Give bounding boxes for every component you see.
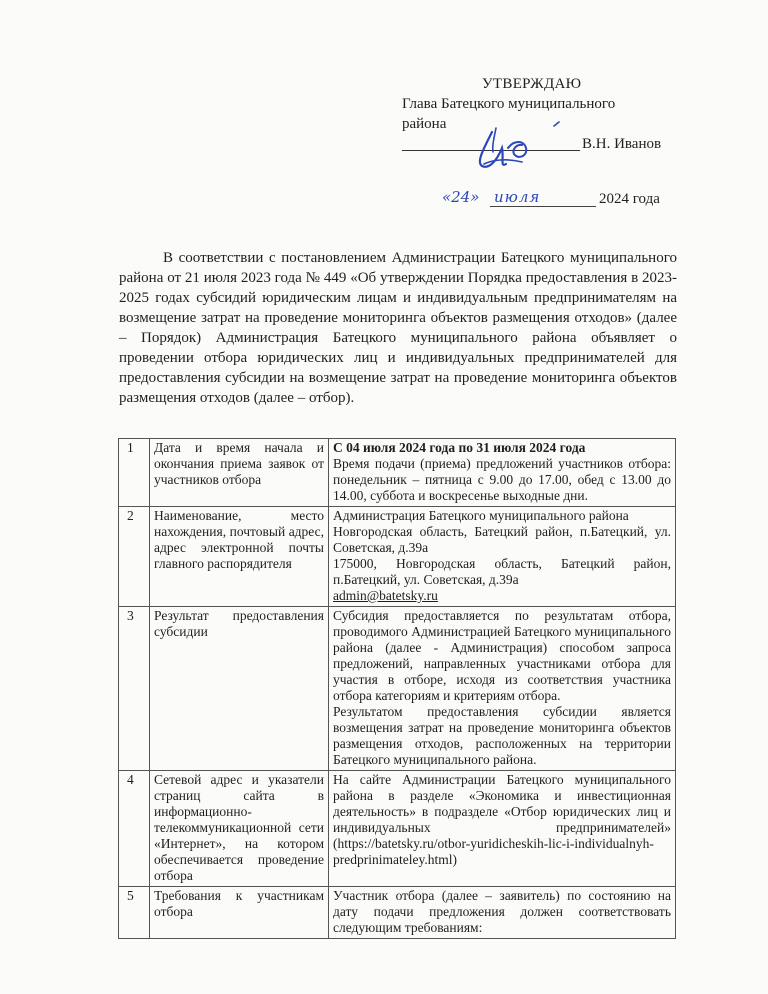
row-name: Результат предоставления субсидии: [150, 607, 329, 771]
row-number: 5: [119, 887, 150, 939]
organization-postal-address: 175000, Новгородская область, Батецкий район, п.Батецкий, ул. Советская, д.39а: [333, 556, 671, 587]
row-number: 1: [119, 439, 150, 507]
row-number: 3: [119, 607, 150, 771]
row-info: [329, 607, 676, 771]
organization-location: Новгородская область, Батецкий район, п.Батецкий, ул. Советская, д.39а: [333, 524, 671, 555]
date-day: «24»: [442, 188, 480, 206]
organization-name: Администрация Батецкого муниципального района: [333, 508, 629, 523]
table-row: [119, 607, 676, 771]
handwritten-signature: [462, 118, 582, 178]
subsidy-procedure: Субсидия предоставляется по результатам отбора, проводимого Администрацией Батецкого муниципального района (далее - Администрация) способом запроса предложений, направленных участниками отбора для участия в отборе, исходя из соответствия участника отбора категориям и критериям отбора.: [333, 608, 671, 703]
table-row: [119, 439, 676, 507]
approval-position-line2: района: [402, 116, 447, 132]
row-info: [329, 439, 676, 507]
signer-name: В.Н. Иванов: [582, 136, 662, 152]
date-year: 2024 года: [599, 191, 660, 207]
intro-paragraph: В соответствии с постановлением Администрации Батецкого муниципального района от 21 июля 2023 года № 449 «Об утверждении Порядка предоставления в 2023-2025 годах субсидий юридическим лицам и индивидуальным предпринимателям на возмещение затрат на проведение мониторинга объектов размещения отходов» (далее – Порядок) Администрация Батецкого муниципального района объявляет о проведении отбора юридических лиц и индивидуальных предпринимателей для предоставления субсидии на возмещение затрат на проведение мониторинга объектов размещения отходов (далее – отбор).: [119, 250, 677, 406]
approval-position-line1: Глава Батецкого муниципального: [402, 96, 616, 112]
row-name: Сетевой адрес и указатели страниц сайта в информационно-телекоммуникационной сети «Интернет», на котором обеспечивается проведение отбора: [150, 771, 329, 887]
subsidy-result: Результатом предоставления субсидии является возмещения затрат на проведение мониторинга объектов размещения отходов, расположенных на территории Батецкого муниципального района.: [333, 704, 671, 767]
row-info: [329, 507, 676, 607]
application-hours: Время подачи (приема) предложений участников отбора: понедельник – пятница с 9.00 до 17.00, обед с 13.00 до 14.00, суббота и воскресенье выходные дни.: [333, 456, 671, 503]
row-name: Наименование, место нахождения, почтовый адрес, адрес электронной почты главного распорядителя: [150, 507, 329, 607]
website-info: На сайте Администрации Батецкого муниципального района в разделе «Экономика и инвестиционная деятельность» в подразделе «Отбор юридических лиц и индивидуальных предпринимателей» (https://batetsky.ru/otbor-yuridicheskih-lic-i-individualnyh-predprinimateley.html): [333, 772, 671, 867]
row-number: 2: [119, 507, 150, 607]
row-name: Требования к участникам отбора: [150, 887, 329, 939]
date-month: июля: [494, 188, 541, 206]
row-info: [329, 887, 676, 939]
participant-requirements: Участник отбора (далее – заявитель) по состоянию на дату подачи предложения должен соответствовать следующим требованиям:: [333, 888, 671, 935]
table-row: [119, 507, 676, 607]
application-period: С 04 июля 2024 года по 31 июля 2024 года: [333, 440, 586, 455]
table-row: [119, 771, 676, 887]
row-info: [329, 771, 676, 887]
table-row: [119, 887, 676, 939]
approval-title: УТВЕРЖДАЮ: [482, 76, 582, 92]
row-name: Дата и время начала и окончания приема заявок от участников отбора: [150, 439, 329, 507]
row-number: 4: [119, 771, 150, 887]
selection-table: [118, 438, 676, 939]
organization-email-link[interactable]: admin@batetsky.ru: [333, 588, 438, 603]
approval-date: [442, 189, 682, 211]
